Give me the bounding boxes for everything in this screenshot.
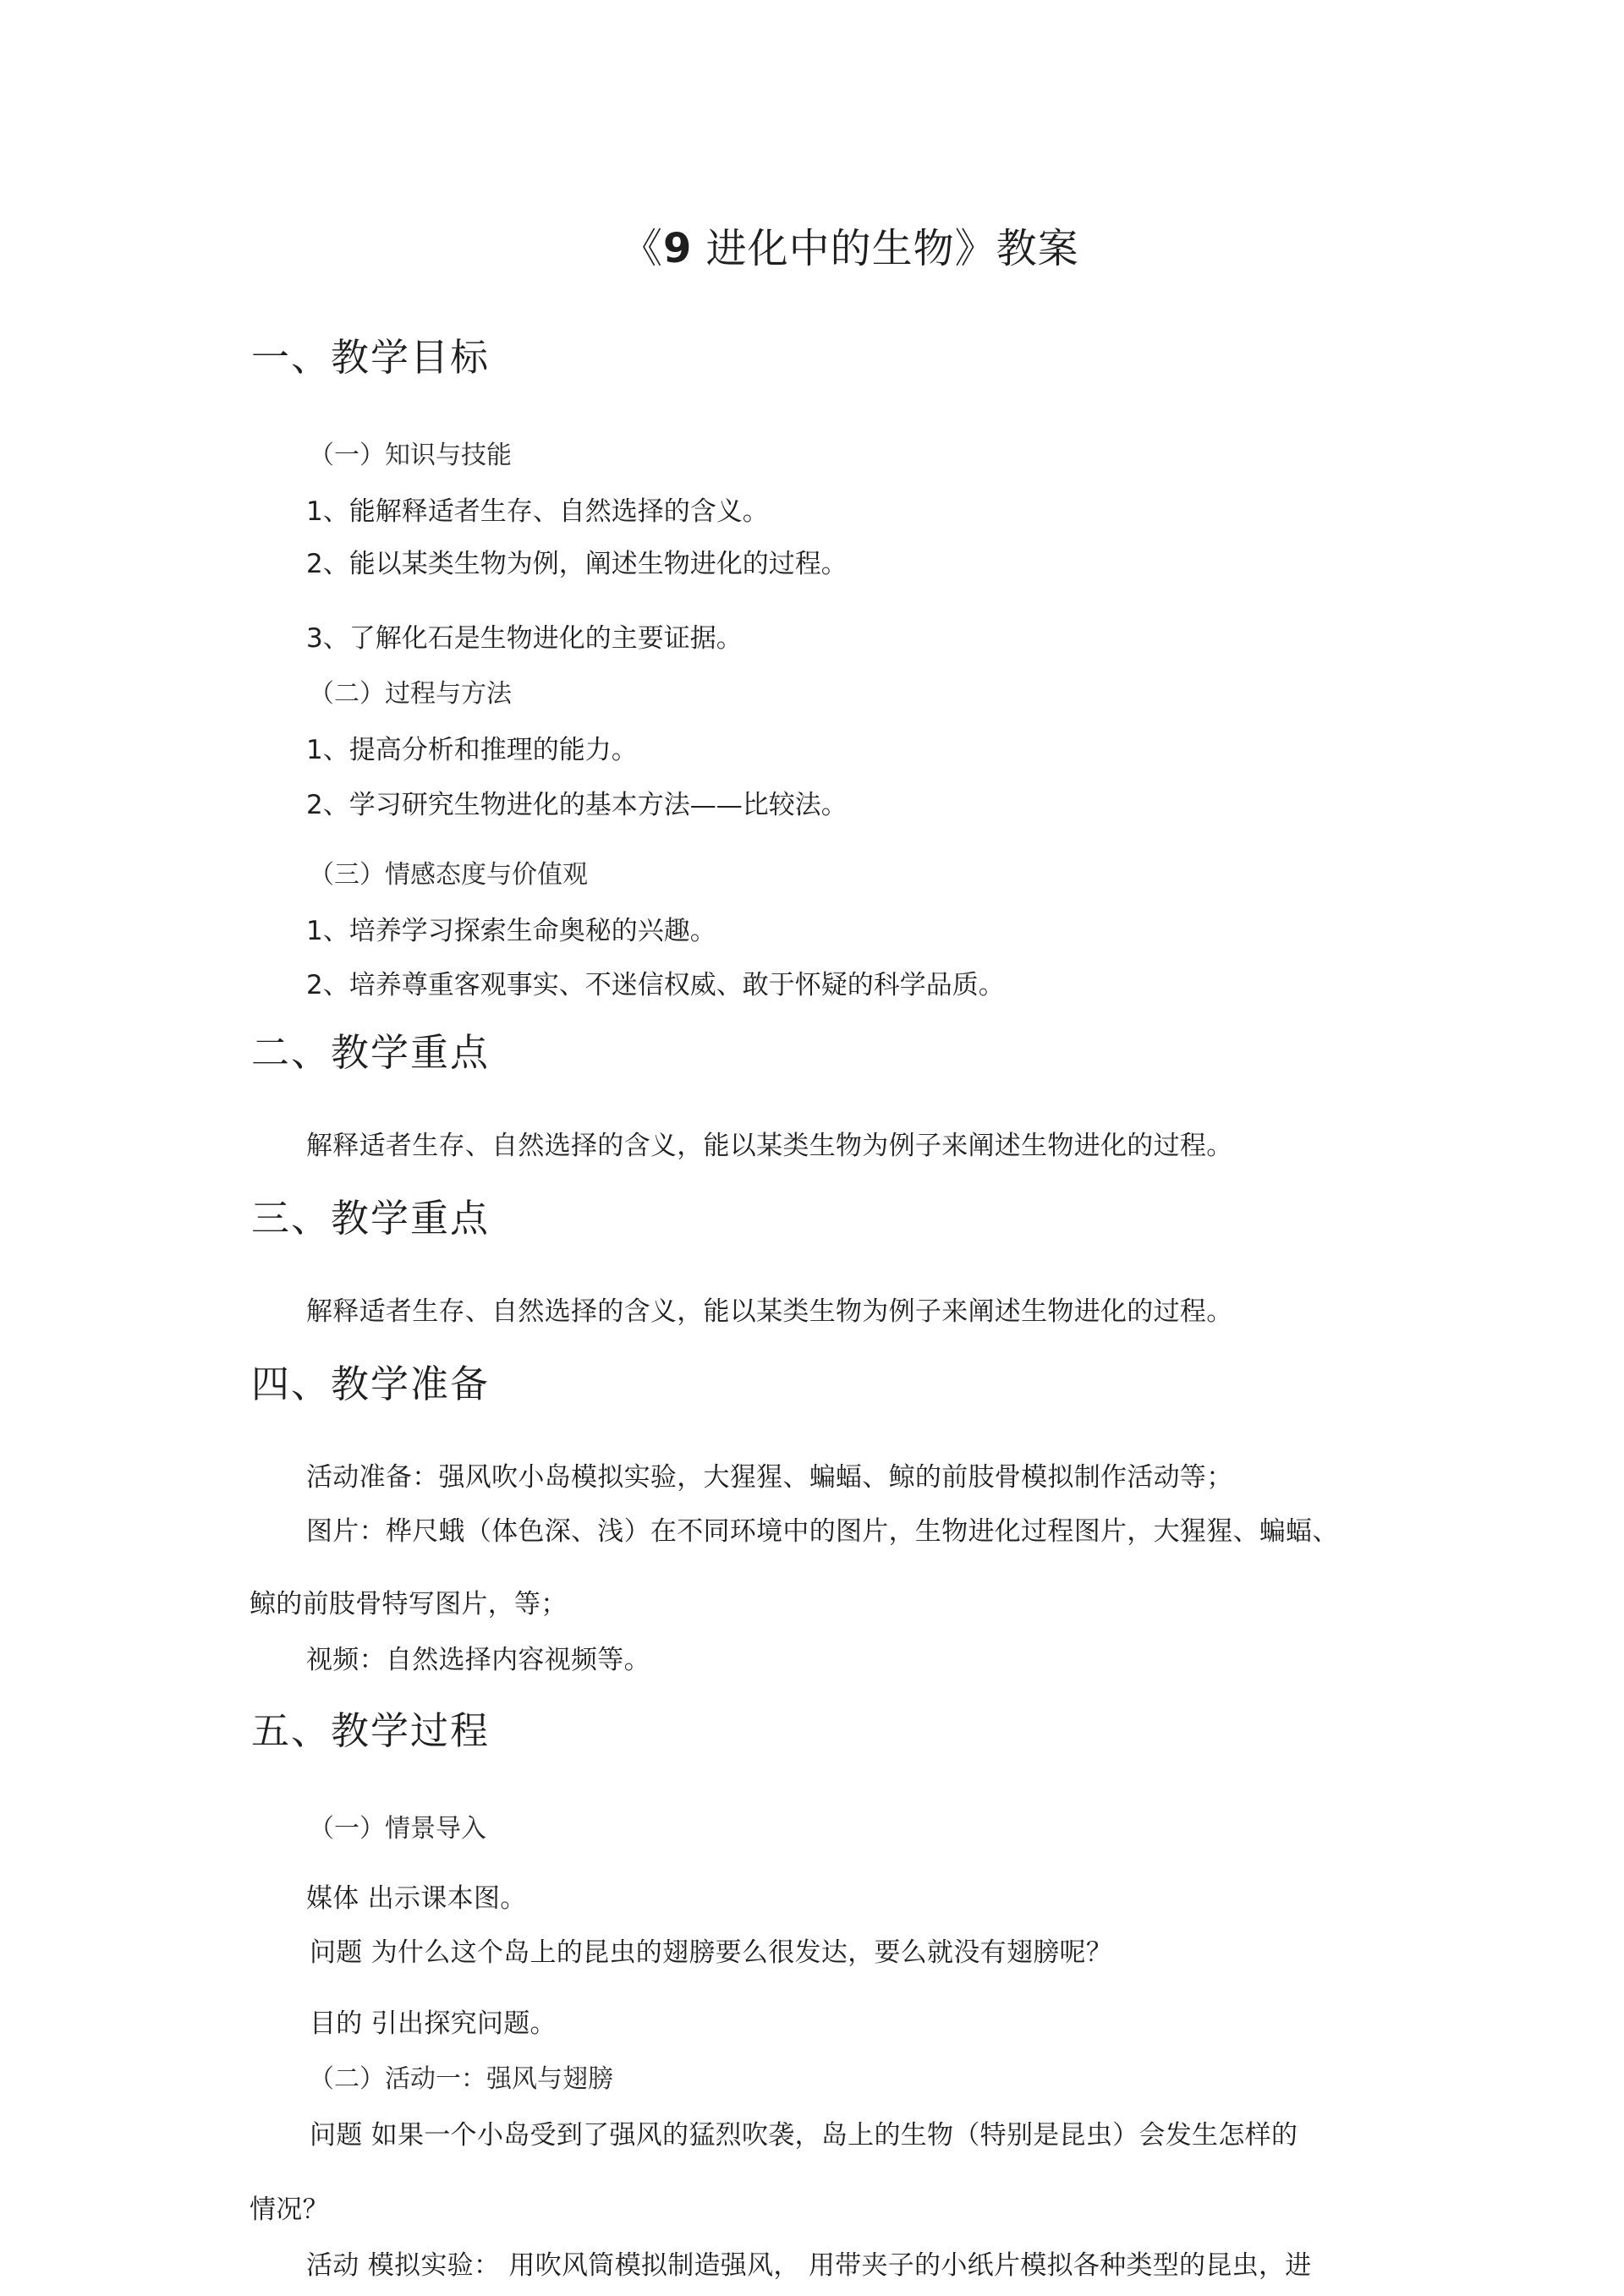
subheading-process-methods: （二）过程与方法 — [309, 679, 512, 709]
activity-description: 活动 模拟实验： 用吹风筒模拟制造强风， 用带夹子的小纸片模拟各种类型的昆虫，进 — [306, 2250, 1312, 2281]
title-lesson-number: 9 — [663, 225, 693, 272]
subheading-introduction: （一）情景导入 — [309, 1814, 486, 1844]
section-heading-key-points-2: 三、教学重点 — [251, 1196, 491, 1241]
activity-question-cont: 情况？ — [250, 2195, 329, 2225]
document-title — [622, 225, 1079, 272]
key-points-text-2: 解释适者生存、自然选择的含义，能以某类生物为例子来阐述生物进化的过程。 — [306, 1296, 1233, 1327]
title-text: 进化中的生物》教案 — [692, 225, 1079, 272]
process-media: 媒体 出示课本图。 — [306, 1883, 527, 1914]
subheading-activity-one: （二）活动一：强风与翅膀 — [309, 2064, 613, 2094]
objective-item: 3、了解化石是生物进化的主要证据。 — [306, 623, 743, 654]
preparation-video: 视频：自然选择内容视频等。 — [306, 1645, 650, 1675]
key-points-text: 解释适者生存、自然选择的含义，能以某类生物为例子来阐述生物进化的过程。 — [306, 1131, 1233, 1161]
process-question: 问题 为什么这个岛上的昆虫的翅膀要么很发达，要么就没有翅膀呢？ — [310, 1937, 1113, 1968]
preparation-pictures: 图片：桦尺蛾（体色深、浅）在不同环境中的图片，生物进化过程图片，大猩猩、蝙蝠、 — [306, 1516, 1339, 1547]
objective-item: 1、培养学习探索生命奥秘的兴趣。 — [306, 916, 716, 946]
subheading-attitudes-values: （三）情感态度与价值观 — [309, 860, 588, 890]
objective-item: 2、学习研究生物进化的基本方法——比较法。 — [306, 790, 848, 820]
objective-item: 2、培养尊重客观事实、不迷信权威、敢于怀疑的科学品质。 — [306, 970, 1005, 1000]
section-heading-key-points: 二、教学重点 — [251, 1030, 491, 1075]
preparation-pictures-cont: 鲸的前肢骨特写图片，等； — [250, 1589, 568, 1619]
process-purpose: 目的 引出探究问题。 — [310, 2008, 557, 2039]
subheading-knowledge-skills: （一）知识与技能 — [309, 441, 512, 470]
section-heading-process: 五、教学过程 — [251, 1708, 491, 1753]
objective-item: 1、能解释适者生存、自然选择的含义。 — [306, 496, 769, 527]
objective-item: 1、提高分析和推理的能力。 — [306, 735, 638, 765]
section-heading-preparation: 四、教学准备 — [251, 1362, 491, 1406]
activity-question: 问题 如果一个小岛受到了强风的猛烈吹袭，岛上的生物（特别是昆虫）会发生怎样的 — [310, 2120, 1298, 2151]
section-heading-objectives: 一、教学目标 — [251, 335, 491, 380]
preparation-activities: 活动准备：强风吹小岛模拟实验，大猩猩、蝙蝠、鲸的前肢骨模拟制作活动等； — [306, 1462, 1233, 1493]
title-open-bracket: 《 — [622, 225, 664, 272]
objective-item: 2、能以某类生物为例，阐述生物进化的过程。 — [306, 549, 848, 579]
